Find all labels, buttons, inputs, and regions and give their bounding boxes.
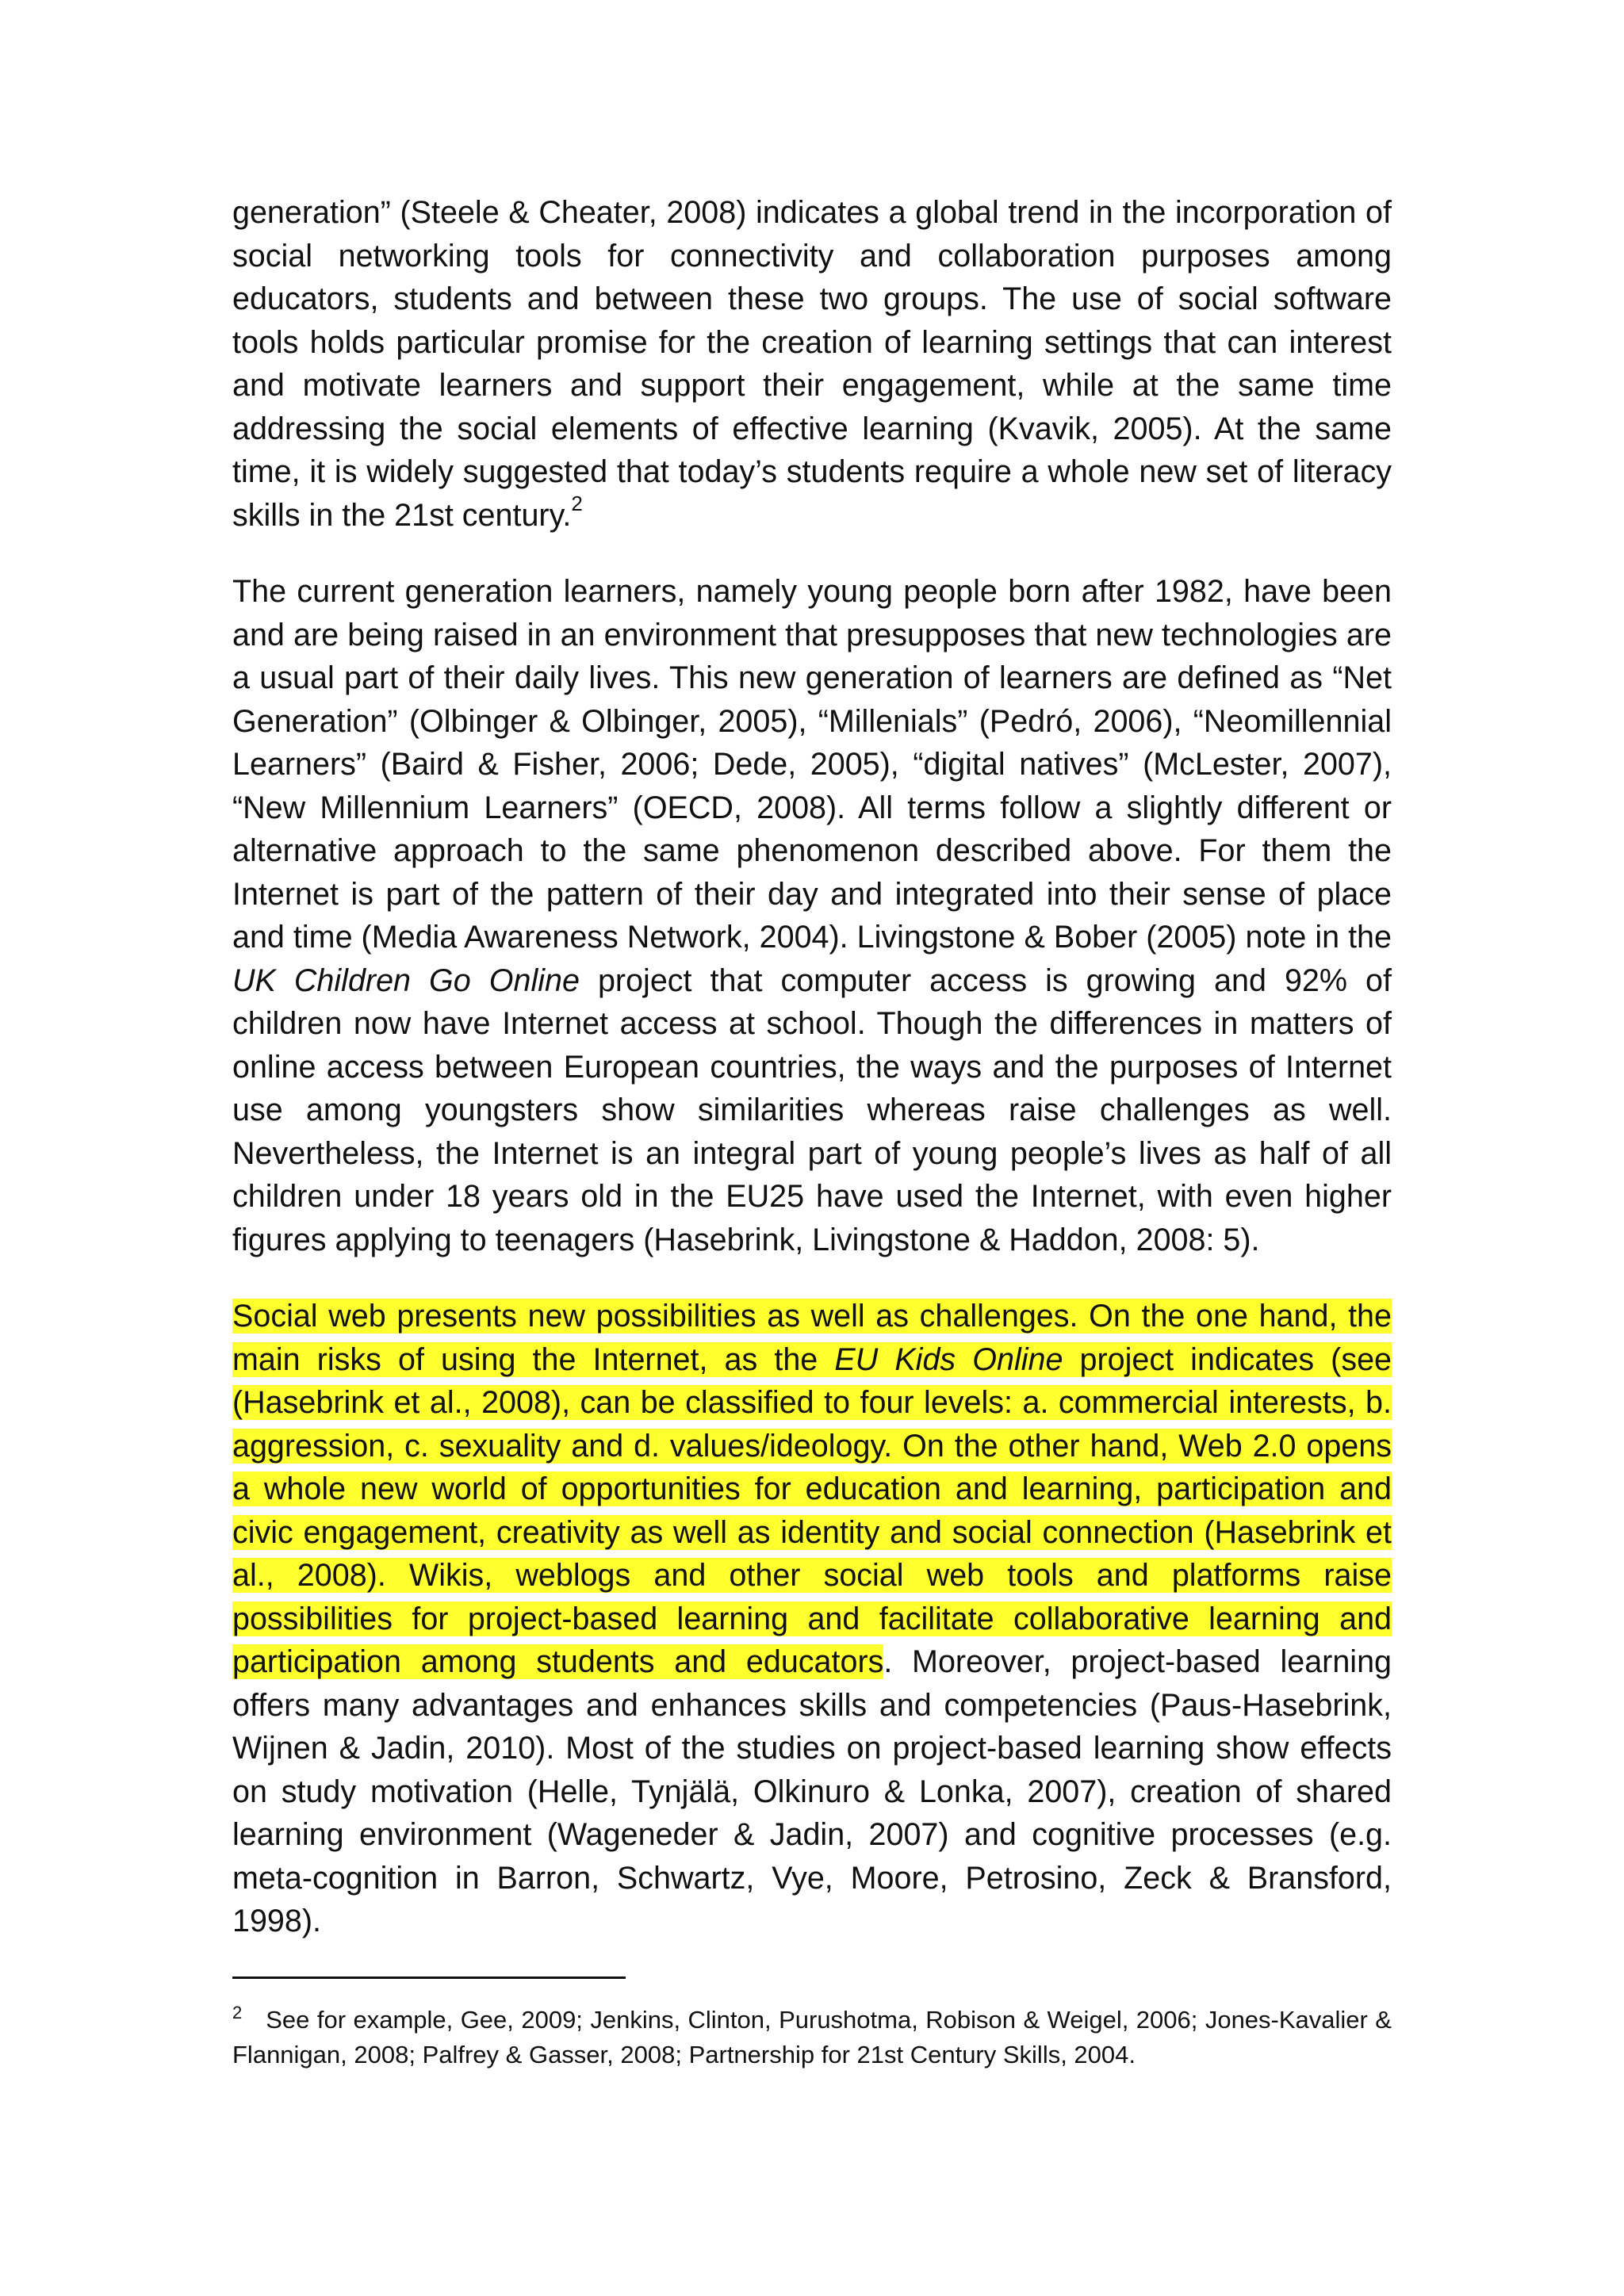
paragraph-1-text: generation” (Steele & Cheater, 2008) indicates a global trend in the incorporation of social networking tools for connectivity and collaboration purposes among educators, students and between these two groups. The use of social software tools holds particular promise for the creation of learning settings that can interest and motivate learners and support their engagement, while at the same time addressing the social elements of effective learning (Kvavik, 2005). At the same time, it is widely suggested that today’s students require a whole new set of literacy skills in the 21st century.	[232, 195, 1392, 533]
highlighted-text-b: project indicates (see (Hasebrink et al., 2008), can be classified to four levels: a. commercial interests, b. aggression, c. sexuality and d. values/ideology. On the other hand, Web 2.0 opens a whole new world of opportunities for education and learning, participation and civic engagement, creativity as well as identity and social connection (Hasebrink et al., 2008). Wikis, weblogs and other social web tools and platforms raise possibilities for project-based learning and facilitate collaborative learning and participation among students and educators	[232, 1341, 1392, 1679]
paragraph-2	[232, 570, 1392, 1261]
paragraph-3	[232, 1295, 1392, 1943]
paragraph-2-text-a: The current generation learners, namely young people born after 1982, have been and are being raised in an environment that presupposes that new technologies are a usual part of their daily lives. This new generation of learners are defined as “Net Generation” (Olbinger & Olbinger, 2005), “Millenials” (Pedró, 2006), “Neomillennial Learners” (Baird & Fisher, 2006; Dede, 2005), “digital natives” (McLester, 2007), “New Millennium Learners” (OECD, 2008). All terms follow a slightly different or alternative approach to the same phenomenon described above. For them the Internet is part of the pattern of their day and integrated into their sense of place and time (Media Awareness Network, 2004). Livingstone & Bober (2005) note in the	[232, 574, 1392, 955]
paragraph-3-text: . Moreover, project-based learning offers many advantages and enhances skills and competencies (Paus-Hasebrink, Wijnen & Jadin, 2010). Most of the studies on project-based learning show effects on study motivation (Helle, Tynjälä, Olkinuro & Lonka, 2007), creation of shared learning environment (Wageneder & Jadin, 2007) and cognitive processes (e.g. meta-cognition in Barron, Schwartz, Vye, Moore, Petrosino, Zeck & Bransford, 1998).	[232, 1644, 1392, 1938]
document-page	[232, 191, 1392, 2072]
project-title-uk-children-go-online: UK Children Go Online	[232, 962, 580, 998]
highlighted-text	[232, 1299, 1392, 1679]
paragraph-2-text-b: project that computer access is growing and 92% of children now have Internet access at school. Though the differences in matters of online access between European countries, the ways and the purposes of Internet use among youngsters show similarities whereas raise challenges as well. Nevertheless, the Internet is an integral part of young people’s lives as half of all children under 18 years old in the EU25 have used the Internet, with even higher figures applying to teenagers (Hasebrink, Livingstone & Haddon, 2008: 5).	[232, 962, 1392, 1257]
footnote-number: 2	[232, 2003, 243, 2023]
footnote	[232, 2003, 1392, 2072]
footnote-separator	[232, 1976, 626, 1979]
footnote-text: See for example, Gee, 2009; Jenkins, Clinton, Purushotma, Robison & Weigel, 2006; Jones-Kavalier & Flannigan, 2008; Palfrey & Gasser, 2008; Partnership for 21st Century Skills, 2004.	[232, 2005, 1392, 2068]
highlighted-text-a: Social web presents new possibilities as well as challenges. On the one hand, the main risks of using the Internet, as the	[232, 1299, 1392, 1377]
footnote-reference[interactable]: 2	[571, 492, 583, 516]
paragraph-1	[232, 191, 1392, 537]
project-title-eu-kids-online: EU Kids Online	[834, 1341, 1063, 1377]
